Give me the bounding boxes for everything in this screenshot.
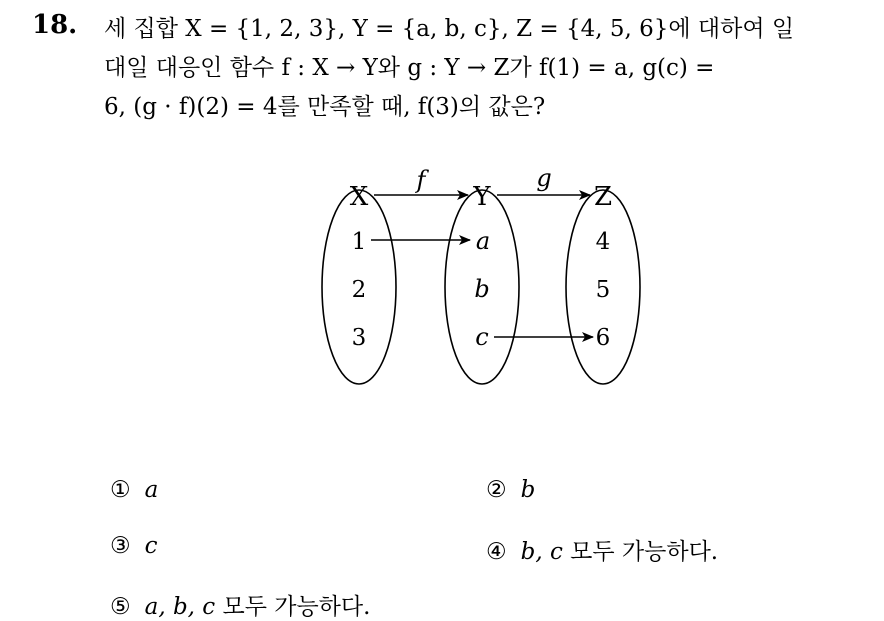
label-f: f	[416, 166, 426, 194]
y-element-b: b	[474, 275, 490, 303]
choice-1-value: a	[144, 477, 159, 503]
set-x-ellipse	[322, 190, 396, 384]
stem-line-2: 대일 대응인 함수 f : X → Y와 g : Y → Z가 f(1) = a, g(c) =	[104, 55, 715, 81]
choice-1[interactable]	[110, 477, 158, 503]
z-element-4: 4	[595, 229, 611, 255]
choice-2[interactable]	[486, 477, 535, 503]
stem-line-3: 6, (g · f)(2) = 4를 만족할 때, f(3)의 값은?	[104, 94, 546, 120]
choice-5[interactable]	[110, 588, 370, 621]
choice-4[interactable]	[486, 533, 718, 566]
z-element-5: 5	[595, 277, 611, 303]
question-number: 18.	[32, 10, 78, 40]
choice-4-mark: ④	[486, 539, 507, 565]
z-element-6: 6	[595, 325, 611, 351]
label-g: g	[536, 164, 552, 192]
stem-line-1: 세 집합 X = {1, 2, 3}, Y = {a, b, c}, Z = {4, 5, 6}에 대하여 일	[104, 16, 795, 42]
set-y-name: Y	[473, 182, 491, 212]
choice-5-mark: ⑤	[110, 594, 131, 620]
choice-3-mark: ③	[110, 533, 131, 559]
choice-5-suffix: 모두 가능하다.	[215, 594, 371, 620]
choice-5-value: a, b, c	[144, 594, 216, 620]
x-element-3: 3	[351, 325, 367, 351]
choice-1-mark: ①	[110, 477, 131, 503]
set-x-name: X	[349, 182, 369, 212]
x-element-1: 1	[351, 229, 367, 255]
set-y-ellipse	[445, 190, 519, 384]
x-element-2: 2	[351, 277, 367, 303]
choice-2-mark: ②	[486, 477, 507, 503]
choice-3-value: c	[144, 533, 158, 559]
y-element-a: a	[475, 227, 491, 255]
choice-4-value: b, c	[520, 539, 563, 565]
set-z-name: Z	[593, 182, 613, 212]
set-z-ellipse	[566, 190, 640, 384]
y-element-c: c	[475, 323, 489, 351]
choice-4-suffix: 모두 가능하다.	[562, 539, 719, 565]
question-stem	[104, 10, 864, 127]
choice-2-value: b	[520, 477, 536, 503]
choice-3[interactable]	[110, 533, 158, 559]
